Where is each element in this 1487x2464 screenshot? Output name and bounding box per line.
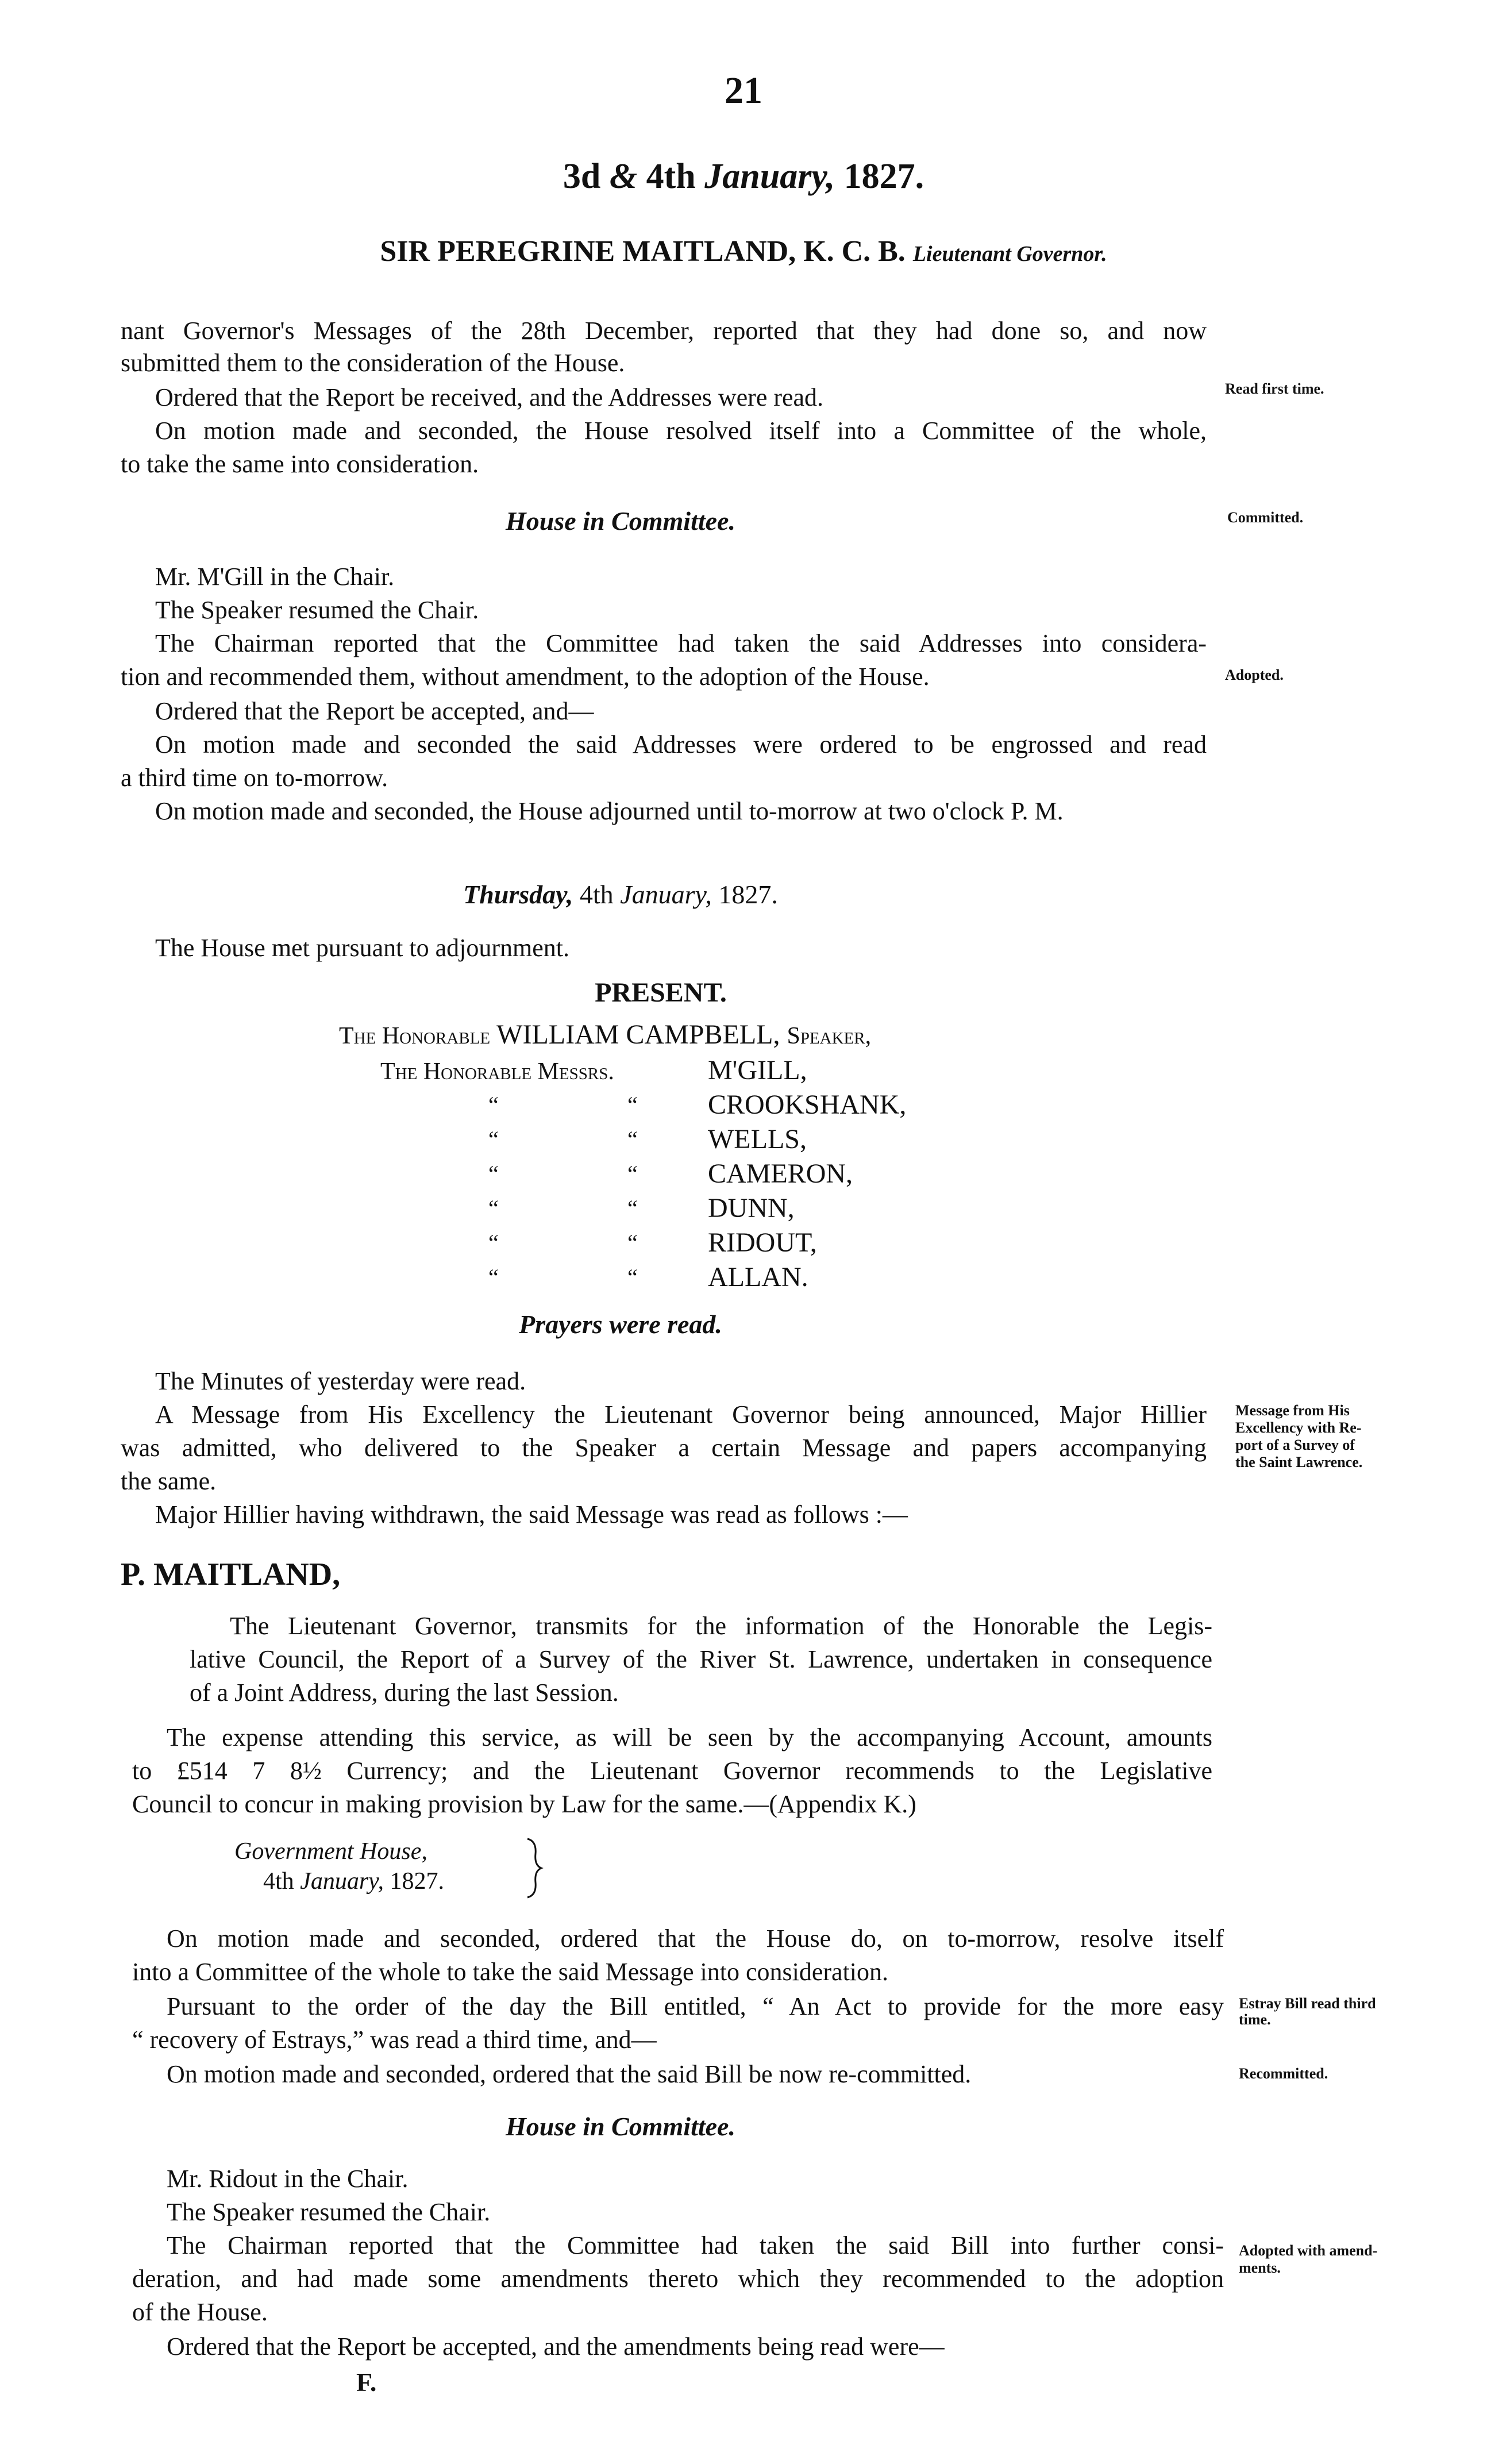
p19-line-3: of the House.	[132, 2298, 268, 2326]
roster-ditto: “	[627, 1092, 638, 1118]
p17: Mr. Ridout in the Chair.	[167, 2165, 409, 2193]
date-heading-month: January,	[704, 157, 835, 196]
roster-member: RIDOUT,	[708, 1227, 817, 1258]
roster-ditto: “	[627, 1264, 638, 1290]
margin-read-first-time: Read first time.	[1225, 380, 1324, 397]
margin-message-line-2: Excellency with Re-	[1235, 1419, 1362, 1436]
day-heading-month: January,	[620, 880, 712, 909]
roster-ditto: “	[488, 1230, 499, 1256]
date-heading-year: 1827.	[843, 157, 924, 196]
governor-name: SIR PEREGRINE MAITLAND, K. C. B.	[380, 235, 906, 268]
dateline-place: Government House,	[234, 1838, 427, 1865]
page-number: 21	[725, 70, 762, 111]
msg1-line-2: lative Council, the Report of a Survey of the River St. Lawrence, undertaken in consequence	[190, 1645, 1212, 1673]
p13: Major Hillier having withdrawn, the said Message was read as follows :—	[155, 1500, 908, 1529]
p6-line-1: The Chairman reported that the Committee had taken the said Addresses into considera-	[155, 629, 1207, 657]
date-heading-pre: 3d	[563, 157, 601, 196]
signature: P. MAITLAND,	[121, 1557, 341, 1592]
p15-line-1: Pursuant to the order of the day the Bill entitled, “ An Act to provide for the more easy	[167, 1992, 1224, 2020]
prayers-heading: Prayers were read.	[519, 1310, 722, 1339]
p3-line-2: to take the same into consideration.	[121, 450, 479, 478]
msg1-line-3: of a Joint Address, during the last Session.	[190, 1678, 619, 1707]
governor-title: Lieutenant Governor.	[912, 242, 1107, 266]
roster-member: WELLS,	[708, 1124, 807, 1154]
roster-ditto: “	[627, 1230, 638, 1256]
p20: Ordered that the Report be accepted, and the amendments being read were—	[167, 2332, 945, 2361]
dateline-date: 4th	[263, 1868, 294, 1895]
p12-line-3: the same.	[121, 1467, 217, 1495]
roster-messrs-prefix: The Honorable Messrs.	[380, 1058, 614, 1085]
roster-ditto: “	[627, 1126, 638, 1152]
margin-adopted-amend-line-1: Adopted with amend-	[1239, 2242, 1378, 2259]
p1-line-1: nant Governor's Messages of the 28th December, reported that they had done so, and now	[121, 317, 1207, 345]
msg2-line-3: Council to concur in making provision by Law for the same.—(Appendix K.)	[132, 1790, 916, 1818]
roster-ditto: “	[488, 1092, 499, 1118]
p7: Ordered that the Report be accepted, and—	[155, 697, 594, 725]
roster-speaker-row	[339, 1018, 871, 1053]
p12-line-1: A Message from His Excellency the Lieutenant Governor being announced, Major Hillier	[155, 1400, 1207, 1429]
p6-line-2: tion and recommended them, without amendment, to the adoption of the House.	[121, 663, 930, 691]
governor-line	[0, 234, 1487, 268]
p19-line-1: The Chairman reported that the Committee had taken the said Bill into further consi-	[167, 2231, 1224, 2259]
present-heading: PRESENT.	[595, 977, 727, 1008]
p8-line-1: On motion made and seconded the said Addresses were ordered to be engrossed and read	[155, 730, 1207, 759]
roster-member: ALLAN.	[708, 1262, 808, 1292]
p12-line-2: was admitted, who delivered to the Speaker a certain Message and papers accompanying	[121, 1434, 1207, 1462]
p8-line-2: a third time on to-morrow.	[121, 764, 388, 792]
roster-member: CROOKSHANK,	[708, 1089, 907, 1120]
roster-member: M'GILL,	[708, 1055, 807, 1085]
margin-recommitted: Recommitted.	[1239, 2065, 1328, 2082]
margin-adopted-amend-line-2: ments.	[1239, 2259, 1281, 2276]
dateline-brace	[523, 1837, 546, 1900]
p16: On motion made and seconded, ordered that the said Bill be now re-committed.	[167, 2060, 972, 2088]
day-heading-date: 4th	[579, 880, 614, 909]
p14-line-2: into a Committee of the whole to take the said Message into consideration.	[132, 1958, 889, 1986]
margin-committed: Committed.	[1227, 509, 1304, 526]
dateline-year: 1827.	[390, 1868, 444, 1895]
msg2-line-1: The expense attending this service, as will be seen by the accompanying Account, amounts	[167, 1723, 1212, 1751]
roster-speaker-role: Speaker,	[787, 1023, 872, 1049]
house-in-committee-heading-2: House in Committee.	[506, 2112, 735, 2141]
p10: The House met pursuant to adjournment.	[155, 934, 569, 962]
margin-message-line-1: Message from His	[1235, 1402, 1350, 1419]
p14-line-1: On motion made and seconded, ordered that the House do, on to-morrow, resolve itself	[167, 1924, 1224, 1953]
roster-ditto: “	[488, 1161, 499, 1187]
p5: The Speaker resumed the Chair.	[155, 596, 479, 624]
msg1-line-1: The Lieutenant Governor, transmits for the information of the Honorable the Legis-	[230, 1612, 1212, 1640]
dateline-month: January,	[300, 1868, 384, 1895]
dateline-date-row	[263, 1865, 444, 1897]
roster-ditto: “	[488, 1264, 499, 1290]
catchword: F.	[356, 2367, 377, 2397]
day-heading	[0, 879, 1241, 910]
p19-line-2: deration, and had made some amendments thereto which they recommended to the adoption	[132, 2265, 1224, 2293]
roster-ditto: “	[488, 1195, 499, 1221]
roster-ditto: “	[627, 1195, 638, 1221]
p2: Ordered that the Report be received, and the Addresses were read.	[155, 383, 824, 411]
margin-message-line-4: the Saint Lawrence.	[1235, 1454, 1363, 1470]
p4: Mr. M'Gill in the Chair.	[155, 563, 395, 591]
roster-ditto: “	[627, 1161, 638, 1187]
day-heading-year: 1827.	[718, 880, 778, 909]
roster-speaker-prefix: The Honorable	[339, 1023, 491, 1049]
margin-message-line-3: port of a Survey of	[1235, 1437, 1355, 1453]
roster-ditto: “	[488, 1126, 499, 1152]
roster-speaker-name: WILLIAM CAMPBELL,	[496, 1019, 780, 1050]
p18: The Speaker resumed the Chair.	[167, 2198, 491, 2226]
p3-line-1: On motion made and seconded, the House resolved itself into a Committee of the whole,	[155, 417, 1207, 445]
day-heading-day: Thursday,	[463, 880, 573, 909]
p1-line-2: submitted them to the consideration of the House.	[121, 349, 625, 377]
roster-member: DUNN,	[708, 1193, 795, 1223]
msg2-line-2: to £514 7 8½ Currency; and the Lieutenant Governor recommends to the Legislative	[132, 1757, 1212, 1785]
house-in-committee-heading: House in Committee.	[506, 506, 735, 536]
margin-adopted: Adopted.	[1225, 667, 1284, 683]
roster-messrs-row	[380, 1054, 614, 1088]
date-heading-amp: &	[609, 157, 638, 196]
margin-estray-line-2: time.	[1239, 2011, 1271, 2028]
roster-member: CAMERON,	[708, 1158, 853, 1189]
margin-estray-line-1: Estray Bill read third	[1239, 1995, 1376, 2012]
p15-line-2: “ recovery of Estrays,” was read a third time, and—	[132, 2026, 657, 2054]
p9: On motion made and seconded, the House adjourned until to-morrow at two o'clock P. M.	[155, 797, 1064, 825]
date-heading-mid: 4th	[646, 157, 696, 196]
p11: The Minutes of yesterday were read.	[155, 1367, 526, 1395]
date-heading	[0, 156, 1487, 197]
